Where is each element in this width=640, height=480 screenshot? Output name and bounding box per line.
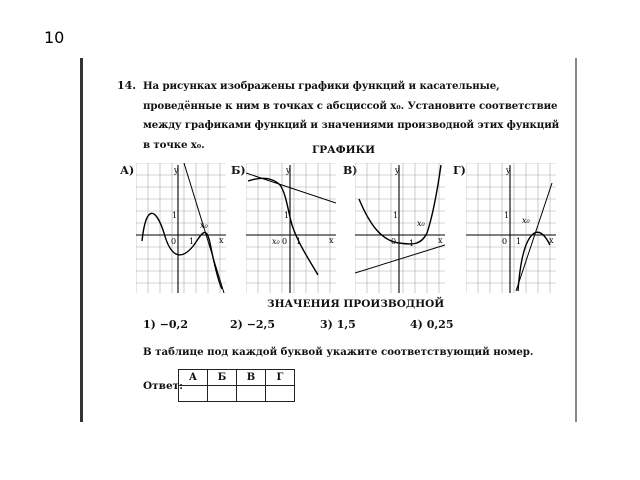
axis-x-label-v: x (438, 236, 443, 245)
axis-y-label-b: y (286, 166, 291, 175)
unit-y-label-b: 1 (284, 211, 290, 220)
answer-cell-v[interactable] (237, 386, 266, 402)
origin-label-v: 0 (391, 237, 397, 246)
question-text: На рисунках изображены графики функций и касательные, проведённые к ним в точках с абсциссой x₀. Установите соответствие между графиками функций и значениями производной этих функций в точке x₀. (143, 80, 560, 151)
graphs-heading: ГРАФИКИ (312, 144, 376, 156)
axis-y-label-v: y (395, 166, 400, 175)
grid-g (466, 163, 556, 293)
unit-y-label-a: 1 (172, 211, 178, 220)
origin-label-a: 0 (171, 237, 177, 246)
answer-col-v: В (237, 370, 266, 386)
scan-edge-left (80, 58, 83, 422)
option-2: 2) −2,5 (230, 318, 276, 331)
graph-label-v: В) (343, 164, 358, 177)
answer-table (178, 369, 295, 402)
origin-label-b: 0 (282, 237, 288, 246)
slide-number: 10 (44, 28, 65, 47)
unit-x-label-b: 1 (296, 237, 302, 246)
function-curve-g (518, 232, 550, 291)
axis-x-label-b: x (329, 236, 334, 245)
axis-x-label-a: x (219, 236, 224, 245)
option-3: 3) 1,5 (320, 318, 356, 331)
x0-label-g: x₀ (522, 216, 530, 225)
x0-label-b: x₀ (272, 237, 280, 246)
graph-g (466, 163, 556, 293)
x0-label-a: x₀ (200, 221, 208, 230)
instruction-text: В таблице под каждой буквой укажите соответствующий номер. (143, 346, 534, 358)
graph-v (355, 163, 445, 293)
answer-input-row (179, 386, 295, 402)
answer-col-g: Г (266, 370, 295, 386)
option-1: 1) −0,2 (143, 318, 189, 331)
axis-y-label-a: y (174, 166, 179, 175)
unit-x-label-g: 1 (516, 237, 522, 246)
graph-label-b: Б) (231, 164, 246, 177)
option-4: 4) 0,25 (410, 318, 454, 331)
question-number: 14. (117, 79, 137, 92)
unit-y-label-v: 1 (393, 211, 399, 220)
answer-col-b: Б (208, 370, 237, 386)
x0-label-v: x₀ (417, 219, 425, 228)
values-heading: ЗНАЧЕНИЯ ПРОИЗВОДНОЙ (267, 298, 445, 310)
answer-label: Ответ: (143, 380, 184, 392)
graph-label-g: Г) (453, 164, 466, 177)
function-curve-b (248, 178, 318, 275)
answer-cell-b[interactable] (208, 386, 237, 402)
unit-y-label-g: 1 (504, 211, 510, 220)
grid-b (246, 163, 336, 293)
grid-a (136, 163, 226, 293)
scan-edge-right (575, 58, 577, 422)
answer-cell-g[interactable] (266, 386, 295, 402)
grid-v (355, 163, 445, 293)
graph-label-a: А) (120, 164, 135, 177)
graph-a (136, 163, 226, 293)
origin-label-g: 0 (502, 237, 508, 246)
axis-y-label-g: y (506, 166, 511, 175)
unit-x-label-a: 1 (189, 237, 195, 246)
unit-x-label-v: 1 (409, 239, 415, 248)
function-curve-a (142, 213, 222, 289)
function-curve-v (359, 165, 441, 244)
answer-col-a: А (179, 370, 208, 386)
graph-b (246, 163, 336, 293)
answer-header-row (179, 370, 295, 386)
answer-cell-a[interactable] (179, 386, 208, 402)
axis-x-label-g: x (549, 236, 554, 245)
tangent-line-b (246, 173, 336, 203)
